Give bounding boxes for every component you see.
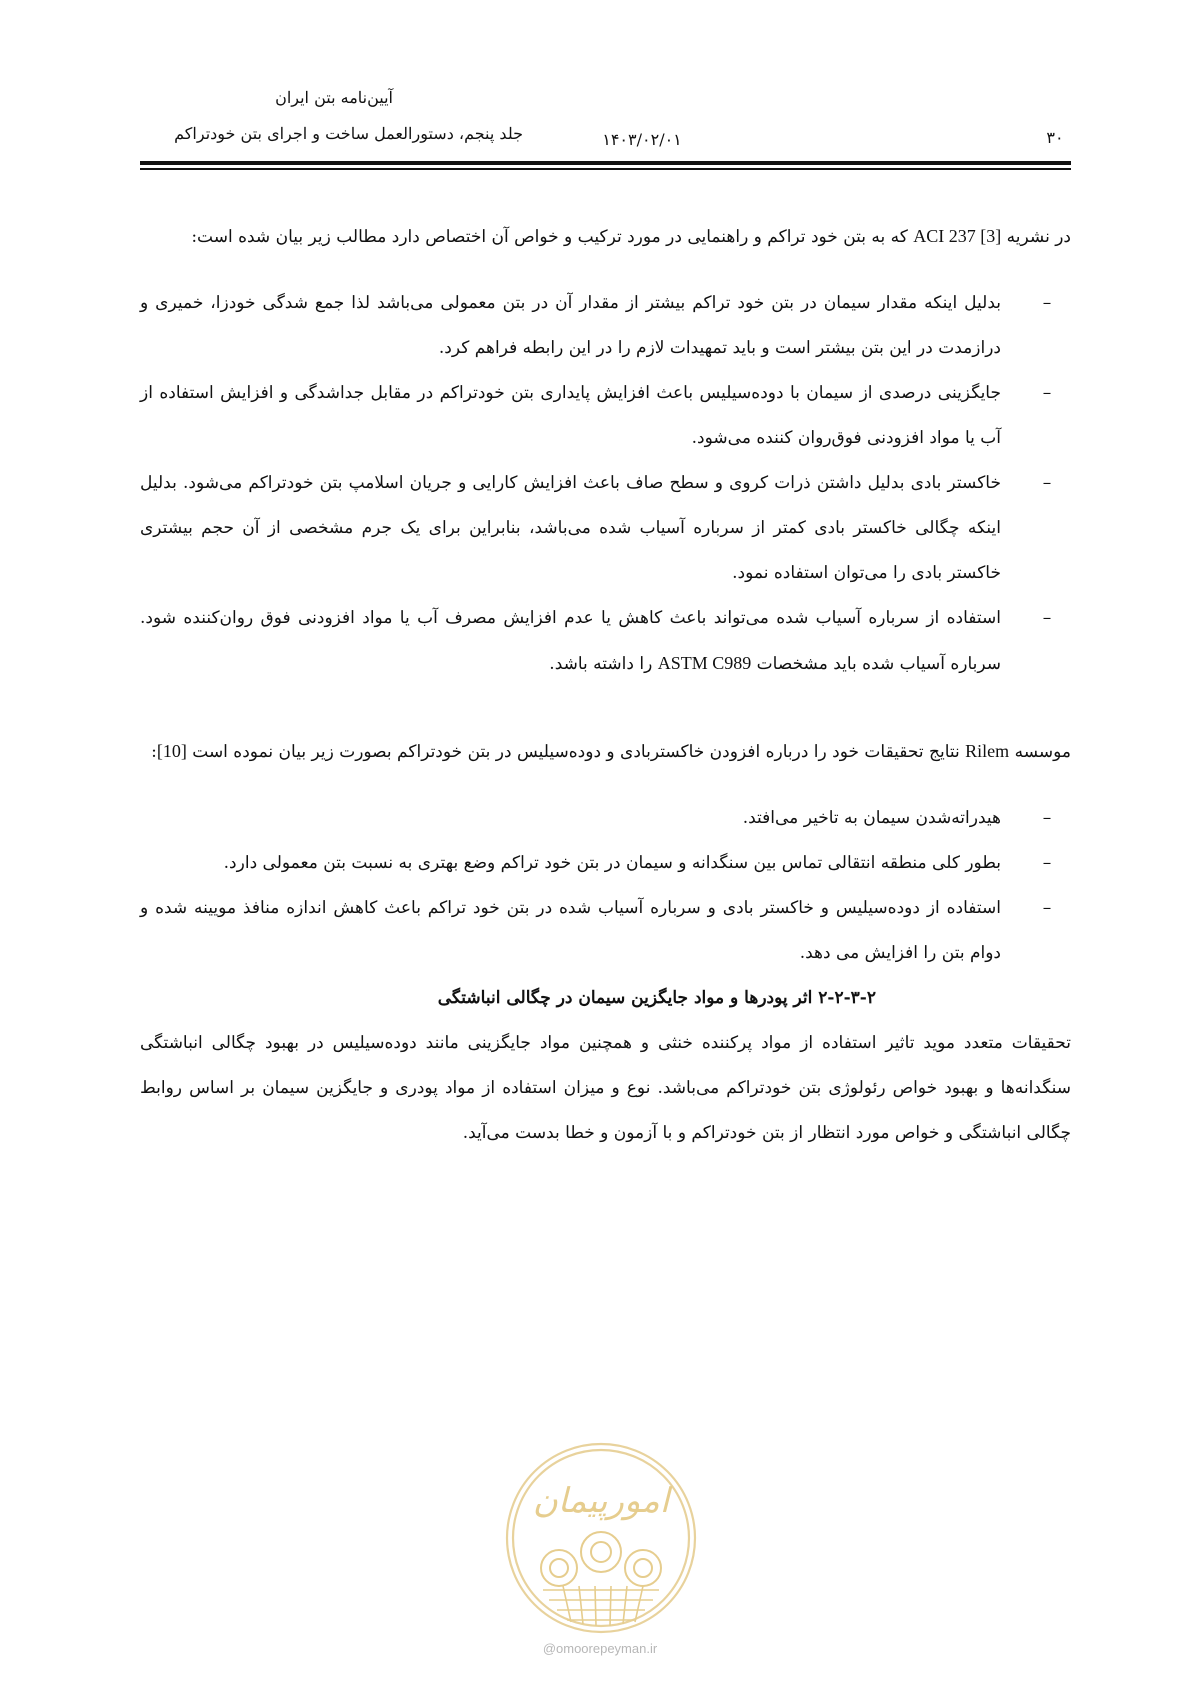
list-item: – هیدراته‌شدن سیمان به تاخیر می‌افتد. [140,796,1071,841]
list-item: – خاکستر بادی بدلیل داشتن ذرات کروی و سطح صاف باعث افزایش کارایی و جریان اسلامپ بتن خودتراکم می‌شود. بدلیل اینکه چگالی خاکستر بادی کمتر از سرباره آسیاب شده می‌باشد، بنابراین برای یک جرم مشخصی از آن حجم بیشتری خاکستر بادی را می‌توان استفاده نمود. [140,461,1071,596]
aci-reference: ACI 237 [3] [913,226,1002,246]
publisher-seal-watermark [503,1440,699,1636]
intro-text-start: در نشریه [1001,227,1071,247]
list-item: – جایگزینی درصدی از سیمان با دوده‌سیلیس باعث افزایش پایداری بتن خودتراکم در مقابل جداشدگی و افزایش استفاده از آب یا مواد افزودنی فوق‌روان کننده می‌شود. [140,371,1071,461]
header-rule-thick [140,161,1071,165]
edition-date: ۱۴۰۳/۰۲/۰۱ [602,130,682,149]
rilem-text-start: موسسه [1009,742,1071,762]
rilem-findings-list [140,796,1071,976]
intro-text-end: که به بتن خود تراکم و راهنمایی در مورد ترکیب و خواص آن اختصاص دارد مطالب زیر بیان شده است: [191,227,914,247]
rilem-text-middle: نتایج تحقیقات خود را درباره افزودن خاکستربادی و دوده‌سیلیس در بتن خودتراکم بصورت زیر بیان نموده است [186,742,966,762]
rilem-reference: [10] [156,741,187,761]
seal-text: امورپیمان [532,1481,670,1521]
section-heading: ۲-۲-۳-۲ اثر پودرها و مواد جایگزین سیمان در چگالی انباشتگی [437,988,876,1008]
list-item: – بطور کلی منطقه انتقالی تماس بین سنگدانه و سیمان در بتن خود تراکم وضع بهتری به نسبت بتن معمولی دارد. [140,841,1071,886]
list-item: – بدلیل اینکه مقدار سیمان در بتن خود تراکم بیشتر از مقدار آن در بتن معمولی می‌باشد لذا جمع شدگی خودزا، خمیری و درازمدت در این بتن بیشتر است و باید تمهیدات لازم را در این رابطه فراهم کرد. [140,281,1071,371]
page-number: ۳۰ [1046,128,1064,147]
list-item: – استفاده از دوده‌سیلیس و خاکستر بادی و سرباره آسیاب شده در بتن خود تراکم باعث کاهش اندازه منافذ مویینه شده و دوام بتن را افزایش می دهد. [140,886,1071,976]
body-text [140,214,1071,1156]
rilem-paragraph [140,729,1071,775]
header-rule-thin [140,168,1071,170]
astm-reference: ASTM C989 [657,653,752,673]
intro-paragraph [140,214,1071,260]
volume-subtitle: جلد پنجم، دستورالعمل ساخت و اجرای بتن خودتراکم [174,124,523,143]
seal-icon [503,1440,699,1636]
rilem-text-end: : [151,742,157,762]
aci-findings-list [140,281,1071,687]
list-item [140,596,1071,687]
rilem-name: Rilem [965,741,1010,761]
watermark-handle: @omoorepeyman.ir [542,1641,658,1656]
book-title: آیین‌نامه بتن ایران [275,88,393,107]
list-item-text-start: استفاده از سرباره آسیاب شده می‌تواند باعث کاهش یا عدم افزایش مصرف آب یا مواد افزودنی فوق روان‌کننده شود. سرباره آسیاب شده باید مشخصات [140,608,1001,674]
section-body: تحقیقات متعدد موید تاثیر استفاده از مواد پرکننده خنثی و همچنین مواد جایگزینی مانند دوده‌سیلیس در بهبود چگالی انباشتگی سنگدانه‌ها و بهبود خواص رئولوژی بتن خودتراکم می‌باشد. نوع و میزان استفاده از مواد پودری و جایگزین سیمان بر اساس روابط چگالی انباشتگی و خواص مورد انتظار از بتن خودتراکم و با آزمون و خطا بدست می‌آید. [140,1033,1071,1143]
list-item-text-end: را داشته باشد. [549,654,658,674]
